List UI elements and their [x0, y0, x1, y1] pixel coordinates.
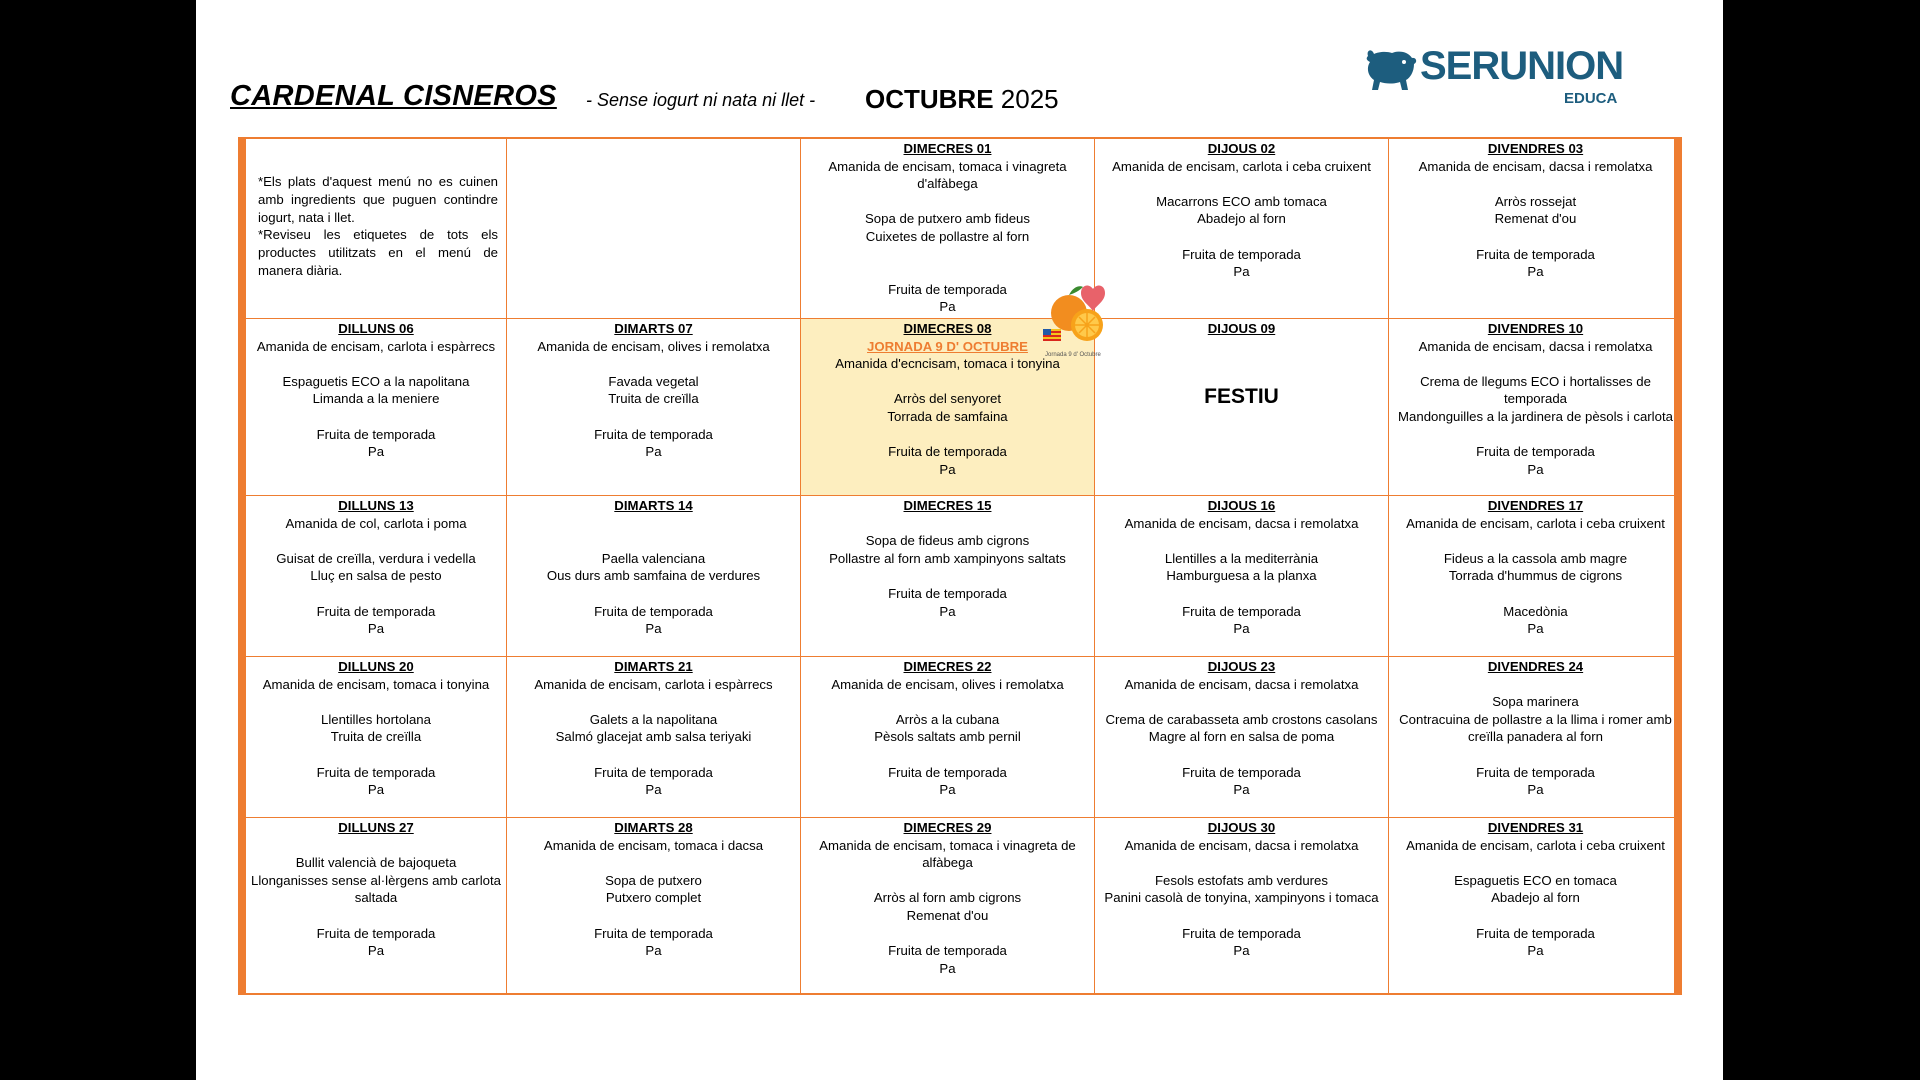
menu-item: Amanida de encisam, dacsa i remolatxa — [1418, 338, 1653, 354]
menu-item: Fruita de temporada — [316, 925, 436, 941]
menu-item: Fruita de temporada — [888, 764, 1007, 780]
day-cell — [1095, 496, 1389, 657]
spacer — [1391, 907, 1680, 925]
note-1: *Els plats d'aquest menú no es cuinen amb ingredients que puguen contindre iogurt, nata i llet. — [258, 174, 498, 225]
menu-item: Pa — [367, 444, 385, 460]
brand-name: SERUNION — [1420, 44, 1624, 88]
menu-item: Torrada de samfaina — [887, 408, 1008, 424]
day-cell — [1389, 496, 1682, 657]
menu-item: Fruita de temporada — [594, 603, 713, 619]
spacer — [803, 515, 1092, 533]
spacer — [509, 585, 798, 603]
spacer — [803, 193, 1092, 211]
menu-item: Pa — [939, 603, 956, 619]
spacer — [803, 693, 1092, 711]
day-title: DIJOUS 09 — [1207, 321, 1276, 336]
spacer — [803, 925, 1092, 943]
day-cell — [507, 496, 801, 657]
badge-caption: Jornada 9 d' Octubre — [1045, 352, 1101, 358]
spacer — [803, 263, 1092, 281]
day-title: DIMARTS 28 — [614, 820, 693, 835]
jornada-fruit-icon — [1043, 281, 1121, 361]
menu-item: Pa — [645, 444, 662, 460]
menu-subtitle: - Sense iogurt ni nata ni llet - — [586, 90, 816, 110]
spacer — [509, 854, 798, 872]
day-cell-holiday — [1095, 319, 1389, 496]
day-cell — [246, 657, 507, 818]
menu-item: Fruita de temporada — [316, 603, 436, 619]
day-title: DIMARTS 07 — [614, 321, 693, 336]
menu-item: Llonganisses sense al·lèrgens amb carlota saltada — [251, 872, 501, 906]
day-cell — [246, 319, 507, 496]
menu-item: Pa — [645, 621, 662, 637]
menu-item: Amanida de encisam, tomaca i tonyina — [262, 676, 490, 692]
spacer — [1097, 585, 1386, 603]
menu-item: Fruita de temporada — [1476, 925, 1595, 941]
spacer — [509, 693, 798, 711]
menu-item: Amanida de col, carlota i poma — [285, 515, 467, 531]
menu-item: Crema de carabasseta amb crostons casolans — [1105, 711, 1378, 727]
menu-item: Fruita de temporada — [1182, 246, 1301, 262]
menu-item: Arròs al forn amb cigrons — [873, 890, 1022, 906]
menu-item: Pa — [1233, 943, 1250, 959]
menu-item: Pa — [939, 960, 956, 976]
menu-item: Fruita de temporada — [594, 426, 713, 442]
spacer — [1391, 426, 1680, 444]
month-name: OCTUBRE — [865, 84, 994, 114]
spacer — [1391, 676, 1680, 694]
menu-item: Fesols estofats amb verdures — [1155, 872, 1328, 888]
menu-item: Pa — [1233, 264, 1250, 280]
spacer — [1097, 693, 1386, 711]
menu-item: Amanida d'ecncisam, tomaca i tonyina — [835, 356, 1060, 372]
day-title: DILLUNS 13 — [338, 498, 414, 513]
menu-item: Pa — [1527, 264, 1544, 280]
menu-item: Amanida de encisam, olives i remolatxa — [537, 338, 770, 354]
menu-item: Amanida de encisam, tomaca i dacsa — [543, 837, 764, 853]
day-title: DIVENDRES 03 — [1487, 141, 1584, 156]
day-title: DIJOUS 02 — [1207, 141, 1276, 156]
day-title: DILLUNS 27 — [338, 820, 414, 835]
menu-item: Favada vegetal — [608, 373, 699, 389]
menu-item: Fruita de temporada — [1476, 764, 1595, 780]
menu-item: Lluç en salsa de pesto — [310, 568, 442, 584]
menu-item: Fruita de temporada — [1476, 246, 1595, 262]
menu-item: Galets a la napolitana — [589, 711, 718, 727]
day-title: DIJOUS 30 — [1207, 820, 1276, 835]
empty-cell — [507, 139, 801, 319]
menu-item: Amanida de encisam, dacsa i remolatxa — [1124, 676, 1359, 692]
day-title: DIMECRES 08 — [903, 321, 992, 336]
menu-item: Fruita de temporada — [594, 764, 713, 780]
menu-item: Amanida de encisam, tomaca i vinagreta de alfàbega — [819, 837, 1076, 871]
day-cell — [246, 496, 507, 657]
spacer — [1097, 746, 1386, 764]
menu-item: Fruita de temporada — [1182, 603, 1301, 619]
spacer — [803, 872, 1092, 890]
menu-item: Pa — [1527, 461, 1544, 477]
menu-item: Panini casolà de tonyina, xampinyons i tomaca — [1104, 890, 1379, 906]
menu-item: Fruita de temporada — [1476, 444, 1595, 460]
menu-item: Fideus a la cassola amb magre — [1443, 550, 1628, 566]
menu-item: Limanda a la meniere — [312, 391, 440, 407]
menu-item: Espaguetis ECO a la napolitana — [282, 373, 470, 389]
menu-item: Pa — [645, 943, 662, 959]
menu-item: Macarrons ECO amb tomaca — [1156, 193, 1327, 209]
day-title: DILLUNS 06 — [338, 321, 414, 336]
menu-item: Pa — [1233, 621, 1250, 637]
spacer — [803, 567, 1092, 585]
menu-item: Fruita de temporada — [316, 426, 436, 442]
menu-item: Pa — [939, 461, 956, 477]
menu-item: Pollastre al forn amb xampinyons saltats — [829, 550, 1066, 566]
spacer — [803, 426, 1092, 444]
day-title: DILLUNS 20 — [338, 659, 414, 674]
spacer — [803, 746, 1092, 764]
spacer — [248, 693, 504, 711]
menu-page — [196, 0, 1723, 1080]
spacer — [1391, 175, 1680, 193]
menu-item: Fruita de temporada — [1182, 925, 1301, 941]
spacer — [1391, 532, 1680, 550]
menu-item: Pa — [367, 943, 385, 959]
day-title: DIVENDRES 10 — [1487, 321, 1584, 336]
spacer — [1391, 585, 1680, 603]
menu-item: Hamburguesa a la planxa — [1166, 568, 1317, 584]
allergen-notes — [246, 139, 507, 319]
menu-item: Remenat d'ou — [906, 907, 989, 923]
menu-item: Arròs del senyoret — [893, 391, 1001, 407]
menu-item: Ous durs amb samfaina de verdures — [546, 568, 761, 584]
menu-item: Truita de creïlla — [330, 729, 422, 745]
menu-item: Abadejo al forn — [1197, 211, 1286, 227]
menu-item: Amanida de encisam, dacsa i remolatxa — [1124, 515, 1359, 531]
menu-item: Amanida de encisam, carlota i ceba cruixent — [1112, 158, 1371, 174]
spacer — [509, 746, 798, 764]
day-cell — [1095, 818, 1389, 993]
spacer — [509, 907, 798, 925]
menu-item: Amanida de encisam, carlota i ceba cruixent — [1406, 515, 1665, 531]
day-cell — [801, 496, 1095, 657]
menu-item: Pa — [1527, 943, 1544, 959]
spacer — [248, 746, 504, 764]
day-title: DIMECRES 22 — [903, 659, 992, 674]
menu-item: Arròs rossejat — [1494, 193, 1577, 209]
spacer — [248, 585, 504, 603]
menu-item: Pa — [367, 621, 385, 637]
menu-item: Remenat d'ou — [1494, 211, 1577, 227]
spacer — [509, 532, 798, 550]
special-day-label: JORNADA 9 D' OCTUBRE — [867, 338, 1028, 354]
spacer — [1097, 532, 1386, 550]
menu-item: Fruita de temporada — [594, 925, 713, 941]
menu-item: Pa — [1527, 782, 1544, 798]
school-name: CARDENAL CISNEROS — [230, 80, 557, 112]
spacer — [803, 373, 1092, 391]
day-cell — [801, 657, 1095, 818]
menu-item: Pa — [1233, 782, 1250, 798]
menu-item: Contracuina de pollastre a la llima i romer amb creïlla panadera al forn — [1399, 711, 1672, 745]
menu-item: Amanida de encisam, carlota i espàrrecs — [534, 676, 773, 692]
menu-item: Bullit valencià de bajoqueta — [295, 855, 457, 871]
day-title: DIVENDRES 17 — [1487, 498, 1584, 513]
day-title: DIMARTS 21 — [614, 659, 693, 674]
menu-item: Llentilles hortolana — [321, 711, 431, 727]
menu-item: Fruita de temporada — [888, 281, 1007, 297]
menu-item: Abadejo al forn — [1491, 890, 1580, 906]
spacer — [1391, 746, 1680, 764]
spacer — [509, 515, 798, 533]
note-2: *Reviseu les etiquetes de tots els productes utilitzats en el menú de manera diària. — [258, 227, 498, 278]
menu-item: Amanida de encisam, carlota i ceba cruixent — [1406, 837, 1665, 853]
day-cell — [1095, 657, 1389, 818]
day-cell — [1389, 657, 1682, 818]
menu-item: Fruita de temporada — [888, 943, 1007, 959]
day-cell — [1095, 139, 1389, 319]
day-title: DIMECRES 15 — [903, 498, 992, 513]
menu-item: Sopa de putxero — [605, 872, 702, 888]
menu-item: Fruita de temporada — [888, 444, 1007, 460]
menu-item: Pa — [367, 782, 385, 798]
holiday-label: FESTIU — [1204, 384, 1279, 408]
menu-item: Crema de llegums ECO i hortalisses de temporada — [1420, 373, 1651, 407]
spacer — [509, 408, 798, 426]
serunion-logo — [1364, 44, 1644, 112]
menu-item: Pèsols saltats amb pernil — [874, 729, 1021, 745]
menu-item: Guisat de creïlla, verdura i vedella — [276, 550, 476, 566]
menu-item: Amanida de encisam, olives i remolatxa — [831, 676, 1064, 692]
menu-item: Sopa marinera — [1492, 694, 1579, 710]
bull-icon — [1364, 48, 1418, 92]
spacer — [1097, 175, 1386, 193]
menu-item: Amanida de encisam, carlota i espàrrecs — [256, 338, 496, 354]
menu-item: Magre al forn en salsa de poma — [1148, 729, 1335, 745]
spacer — [509, 355, 798, 373]
day-title: DIMECRES 01 — [903, 141, 992, 156]
menu-item: Putxero complet — [605, 890, 702, 906]
day-cell — [507, 319, 801, 496]
menu-item: Fruita de temporada — [888, 585, 1007, 601]
day-title: DIJOUS 23 — [1207, 659, 1276, 674]
menu-item: Amanida de encisam, dacsa i remolatxa — [1124, 837, 1359, 853]
menu-item: Amanida de encisam, dacsa i remolatxa — [1418, 158, 1653, 174]
day-title: DIJOUS 16 — [1207, 498, 1276, 513]
menu-grid — [238, 137, 1682, 995]
menu-item: Pa — [645, 782, 662, 798]
day-title: DIMARTS 14 — [614, 498, 693, 513]
day-cell — [507, 657, 801, 818]
menu-item: Fruita de temporada — [1182, 764, 1301, 780]
menu-month — [865, 84, 1059, 115]
spacer — [1097, 907, 1386, 925]
spacer — [1391, 228, 1680, 246]
day-title: DIVENDRES 24 — [1487, 659, 1584, 674]
spacer — [1391, 355, 1680, 373]
day-cell — [246, 818, 507, 993]
menu-item: Mandonguilles a la jardinera de pèsols i carlota — [1398, 408, 1673, 424]
day-cell — [1389, 818, 1682, 993]
spacer — [248, 532, 504, 550]
menu-item: Torrada d'hummus de cigrons — [1448, 568, 1623, 584]
menu-item: Sopa de fideus amb cigrons — [865, 533, 1030, 549]
menu-item: Paella valenciana — [601, 550, 706, 566]
menu-item: Truita de creïlla — [608, 391, 699, 407]
menu-item: Pa — [939, 299, 956, 315]
month-year: 2025 — [1000, 84, 1059, 114]
day-cell — [1389, 139, 1682, 319]
spacer — [1097, 854, 1386, 872]
menu-item: Pa — [939, 782, 956, 798]
menu-item: Salmó glacejat amb salsa teriyaki — [555, 729, 752, 745]
menu-item: Pa — [1527, 621, 1544, 637]
menu-item: Macedònia — [1503, 603, 1568, 619]
spacer — [803, 246, 1092, 264]
day-cell — [1389, 319, 1682, 496]
menu-item: Cuixetes de pollastre al forn — [865, 228, 1030, 244]
spacer — [248, 907, 504, 925]
day-title: DIMECRES 29 — [903, 820, 992, 835]
spacer — [1097, 228, 1386, 246]
menu-item: Sopa de putxero amb fideus — [865, 211, 1030, 227]
spacer — [248, 837, 504, 855]
menu-item: Amanida de encisam, tomaca i vinagreta d'alfàbega — [828, 158, 1067, 192]
day-title: DIVENDRES 31 — [1487, 820, 1584, 835]
brand-sub: EDUCA — [1564, 90, 1618, 107]
spacer — [248, 408, 504, 426]
menu-item: Fruita de temporada — [316, 764, 436, 780]
menu-item: Arròs a la cubana — [895, 711, 1000, 727]
spacer — [248, 355, 504, 373]
day-cell — [507, 818, 801, 993]
day-cell — [801, 818, 1095, 993]
spacer — [1391, 854, 1680, 872]
menu-item: Llentilles a la mediterrània — [1164, 550, 1319, 566]
menu-item: Espaguetis ECO en tomaca — [1454, 872, 1617, 888]
